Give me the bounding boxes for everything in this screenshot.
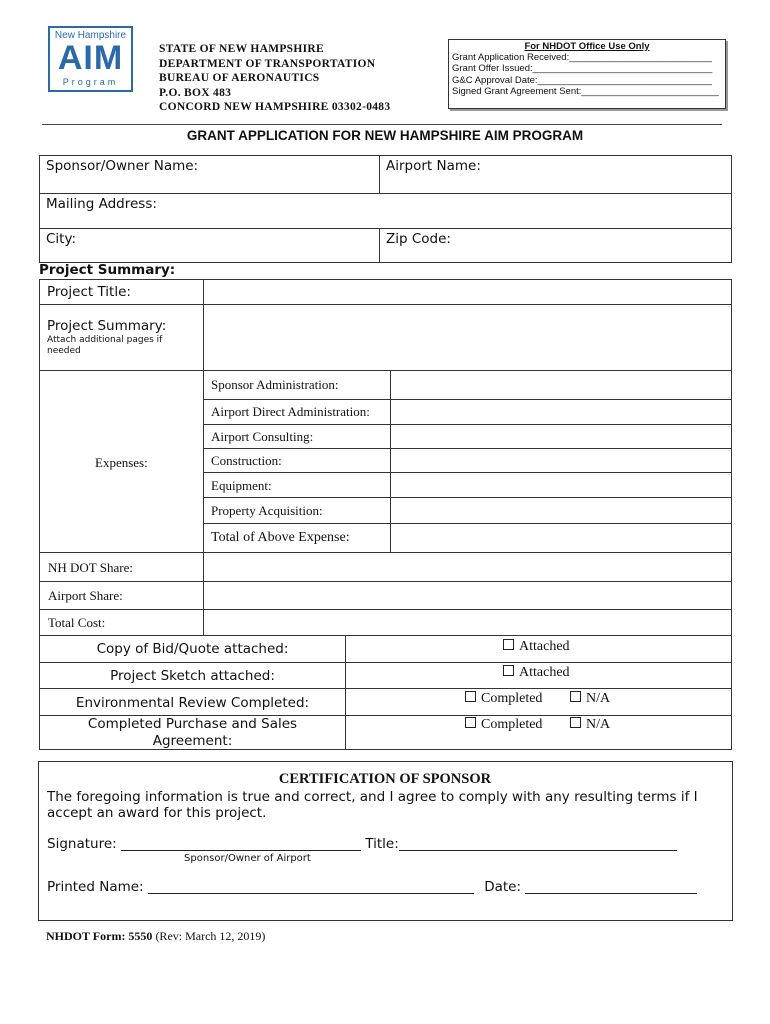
printed-name-label: Printed Name: [47,879,144,895]
checkbox-icon [465,717,476,728]
sponsor-admin-label: Sponsor Administration: [211,377,339,392]
agency-line: DEPARTMENT OF TRANSPORTATION [159,57,376,70]
copy-bid-label: Copy of Bid/Quote attached: [96,641,289,657]
office-use-title: For NHDOT Office Use Only [524,41,650,52]
purchase-label: Completed Purchase and Sales Agreement: [87,716,298,749]
nhdot-share-input[interactable] [203,552,732,582]
gc-approval-line[interactable]: G&C Approval Date:_________________________________ [452,74,712,86]
property-acquisition-input[interactable] [390,497,732,524]
total-cost-input[interactable] [203,609,732,636]
checkbox-icon [503,639,514,650]
checkbox-icon [570,691,581,702]
na-label: N/A [586,717,611,732]
sketch-attached-checkbox[interactable] [503,665,570,681]
agency-line: BUREAU OF AERONAUTICS [159,72,320,85]
total-expense-input[interactable] [390,523,732,553]
expenses-label: Expenses: [95,455,148,470]
nhdot-share-label: NH DOT Share: [48,560,133,575]
header-divider [42,124,722,125]
printed-name-row [47,879,697,895]
sponsor-owner-label: Sponsor/Owner Name: [46,158,199,174]
total-cost-label: Total Cost: [48,615,106,630]
env-na-checkbox[interactable] [570,691,610,707]
total-cost-label-cell [39,609,204,636]
construction-label: Construction: [211,453,282,468]
copy-bid-options [345,635,732,663]
construction-input[interactable] [390,448,732,473]
signature-sublabel: Sponsor/Owner of Airport [184,853,311,864]
office-use-box [448,39,726,109]
env-review-label: Environmental Review Completed: [75,695,310,711]
signature-label: Signature: [47,836,117,852]
expenses-label-cell [39,370,204,553]
logo-program: Program [62,77,119,87]
city-label: City: [46,231,77,247]
checkbox-icon [503,665,514,676]
completed-label: Completed [481,717,543,732]
sponsor-admin-input[interactable] [390,370,732,400]
total-expense-label: Total of Above Expense: [211,530,350,545]
equipment-label: Equipment: [211,478,272,493]
attached-label: Attached [519,665,570,680]
zip-code-field[interactable] [379,228,732,263]
form-title: GRANT APPLICATION FOR NEW HAMPSHIRE AIM PROGRAM [186,128,584,143]
airport-share-input[interactable] [203,581,732,610]
project-summary-label-cell [39,304,204,371]
zip-code-label: Zip Code: [386,231,451,247]
aim-program-logo [48,26,133,92]
mailing-address-label: Mailing Address: [46,196,157,212]
logo-aim: AIM [57,39,124,77]
title-label: Title: [365,836,399,852]
form-revision: (Rev: March 12, 2019) [155,929,266,943]
project-title-input[interactable] [203,279,732,305]
expense-row [203,497,391,524]
env-review-label-cell [39,688,346,716]
equipment-input[interactable] [390,472,732,498]
copy-bid-label-cell [39,635,346,663]
expense-row [203,370,391,400]
nhdot-share-label-cell [39,552,204,582]
expense-row [203,472,391,498]
attached-label: Attached [519,639,570,654]
completed-label: Completed [481,691,543,706]
project-summary-heading: Project Summary: [39,262,176,278]
sketch-label-cell [39,662,346,689]
airport-share-label: Airport Share: [48,588,123,603]
project-summary-input[interactable] [203,304,732,371]
certification-title: CERTIFICATION OF SPONSOR [278,771,492,787]
form-footer [46,929,265,944]
agency-line: P.O. BOX 483 [159,86,232,99]
checkbox-icon [570,717,581,728]
property-acquisition-label: Property Acquisition: [211,503,323,518]
signature-row [47,836,677,852]
env-review-options [345,688,732,716]
purchase-na-checkbox[interactable] [570,717,610,733]
na-label: N/A [586,691,611,706]
grant-offer-line[interactable]: Grant Offer Issued:__________________________________ [452,63,713,75]
expense-row [203,424,391,449]
certification-box [38,761,733,921]
printed-name-line[interactable] [148,893,474,894]
agency-line: STATE OF NEW HAMPSHIRE [159,43,324,55]
date-label: Date: [484,879,522,895]
project-summary-note: Attach additional pages if needed [47,335,163,356]
logo-state: New Hampshire [54,30,127,41]
expense-row [203,448,391,473]
copy-bid-attached-checkbox[interactable] [503,639,570,655]
expense-row [203,523,391,553]
airport-share-label-cell [39,581,204,610]
project-summary-label: Project Summary: [47,318,167,334]
purchase-options [345,715,732,750]
env-completed-checkbox[interactable] [465,691,542,707]
signature-line[interactable] [121,850,361,851]
title-line[interactable] [399,850,677,851]
expense-row [203,399,391,425]
agency-address [159,42,390,115]
project-title-label-cell [39,279,204,305]
airport-direct-admin-input[interactable] [390,399,732,425]
sponsor-owner-field[interactable] [39,155,380,194]
sketch-options [345,662,732,689]
airport-name-label: Airport Name: [386,158,481,174]
agency-line: CONCORD NEW HAMPSHIRE 03302-0483 [159,101,391,114]
airport-consulting-input[interactable] [390,424,732,449]
airport-consulting-label: Airport Consulting: [211,429,314,444]
date-line[interactable] [525,893,697,894]
purchase-label-cell [39,715,346,750]
certification-text: The foregoing information is true and correct, and I agree to comply with any resulting terms if I accept an award for this project. [47,789,698,821]
airport-direct-admin-label: Airport Direct Administration: [211,404,370,419]
agreement-sent-line[interactable]: Signed Grant Agreement Sent:__________________________ [452,85,719,97]
city-field[interactable] [39,228,380,263]
sketch-label: Project Sketch attached: [110,668,275,684]
project-title-label: Project Title: [47,284,131,300]
grant-received-line[interactable]: Grant Application Received:___________________________ [452,52,712,63]
purchase-completed-checkbox[interactable] [465,717,542,733]
checkbox-icon [465,691,476,702]
mailing-address-field[interactable] [39,193,732,229]
form-number: NHDOT Form: 5550 [46,929,153,943]
airport-name-field[interactable] [379,155,732,194]
